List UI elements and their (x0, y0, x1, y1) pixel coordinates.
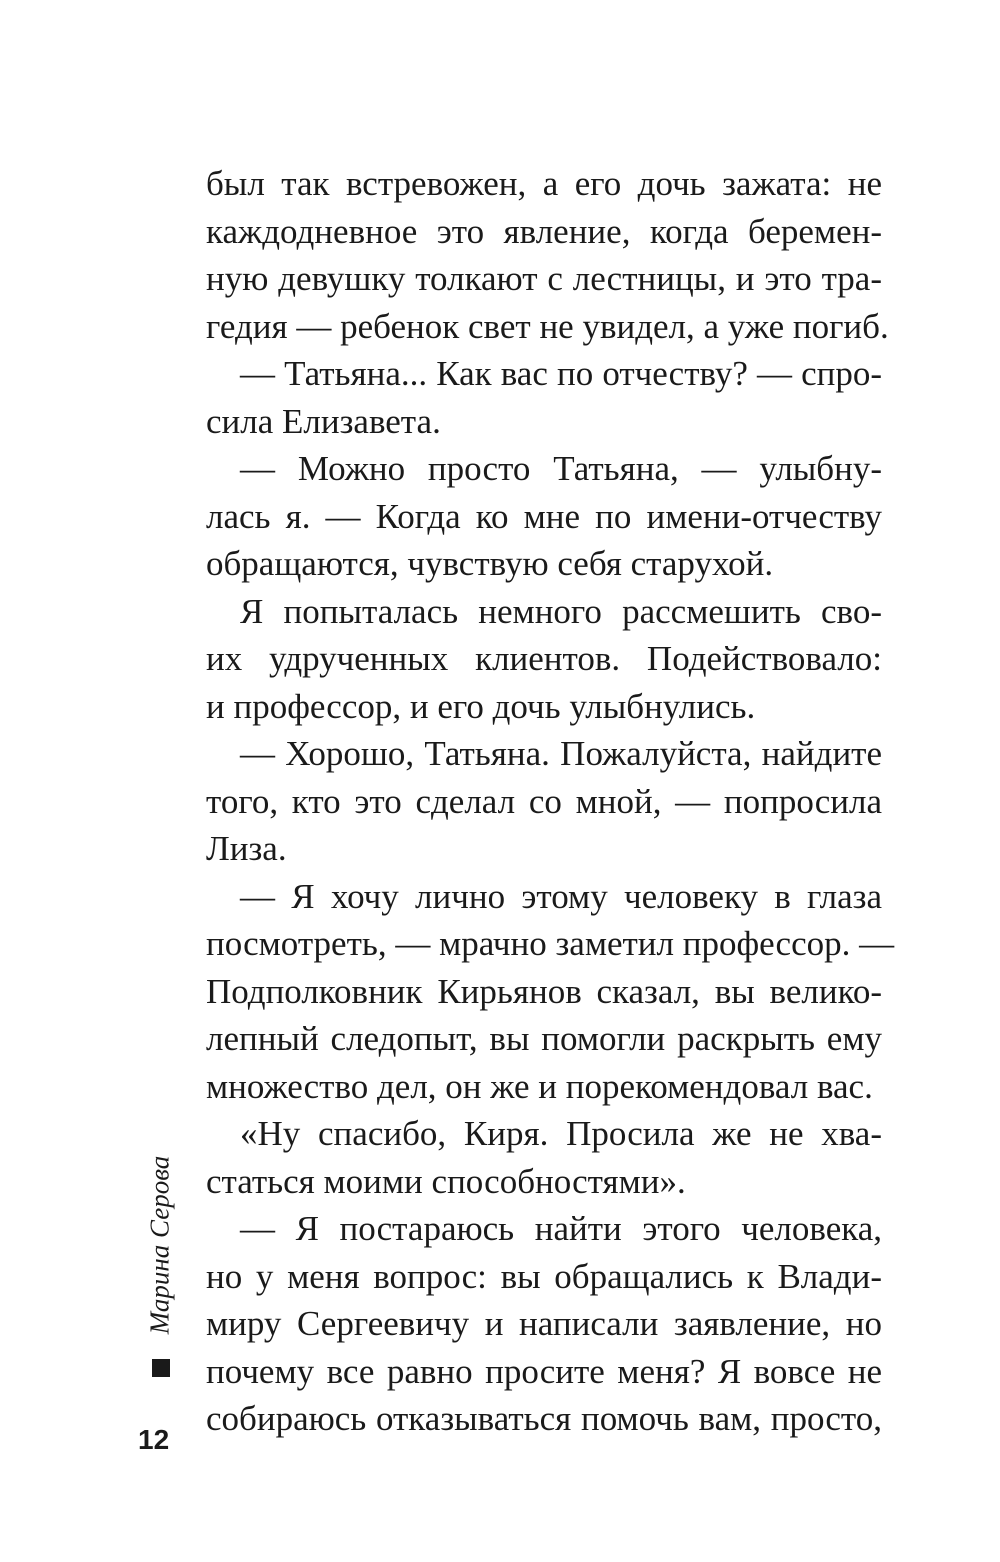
text-line: — Я хочу лично этому человеку в глаза (240, 876, 882, 916)
text-line: того, кто это сделал со мной, — попросила (206, 781, 882, 821)
text-line: статься моими способностями». (206, 1161, 686, 1201)
text-line: миру Сергеевичу и написали заявление, но (206, 1304, 882, 1343)
text-line: ную девушку толкают с лестницы, и это тра- (206, 259, 882, 298)
text-line: почему все равно просите меня? Я вовсе не (206, 1351, 882, 1391)
text-line: но у меня вопрос: вы обращались к Влади- (206, 1256, 882, 1296)
text-line: — Я постараюсь найти этого человека, (240, 1209, 882, 1248)
text-line: Подполковник Кирьянов сказал, вы велико- (206, 971, 882, 1011)
body-text (206, 160, 895, 1443)
text-line: «Ну спасибо, Киря. Просила же не хва- (240, 1114, 882, 1153)
text-line: Лиза. (206, 829, 287, 868)
text-line: и профессор, и его дочь улыбнулись. (206, 686, 756, 726)
text-line: гедия — ребенок свет не увидел, а уже погиб. (206, 306, 889, 346)
running-head-author: Марина Серова (144, 1155, 175, 1335)
running-head (140, 1150, 180, 1340)
text-line: обращаются, чувствую себя старухой. (206, 544, 774, 583)
text-line: лась я. — Когда ко мне по имени-отчеству (206, 496, 882, 536)
page-number: 12 (138, 1424, 170, 1455)
text-line: посмотреть, — мрачно заметил профессор. — (206, 924, 895, 963)
text-line: каждодневное это явление, когда беремен- (206, 211, 882, 251)
text-line: Я попыталась немного рассмешить сво- (240, 591, 882, 631)
text-line: множество дел, он же и порекомендовал вас. (206, 1066, 873, 1106)
text-line: лепный следопыт, вы помогли раскрыть ему (206, 1019, 882, 1058)
text-line: сила Елизавета. (206, 401, 441, 441)
text-line: — Татьяна... Как вас по отчеству? — спро- (240, 354, 882, 393)
text-line: их удрученных клиентов. Подействовало: (206, 639, 882, 678)
text-line: — Хорошо, Татьяна. Пожалуйста, найдите (240, 734, 882, 773)
text-line: — Можно просто Татьяна, — улыбну- (240, 449, 882, 488)
text-line: собираюсь отказываться помочь вам, просто, (206, 1399, 882, 1438)
running-head-square-marker (152, 1359, 170, 1377)
text-line: был так встревожен, а его дочь зажата: не (206, 164, 882, 203)
